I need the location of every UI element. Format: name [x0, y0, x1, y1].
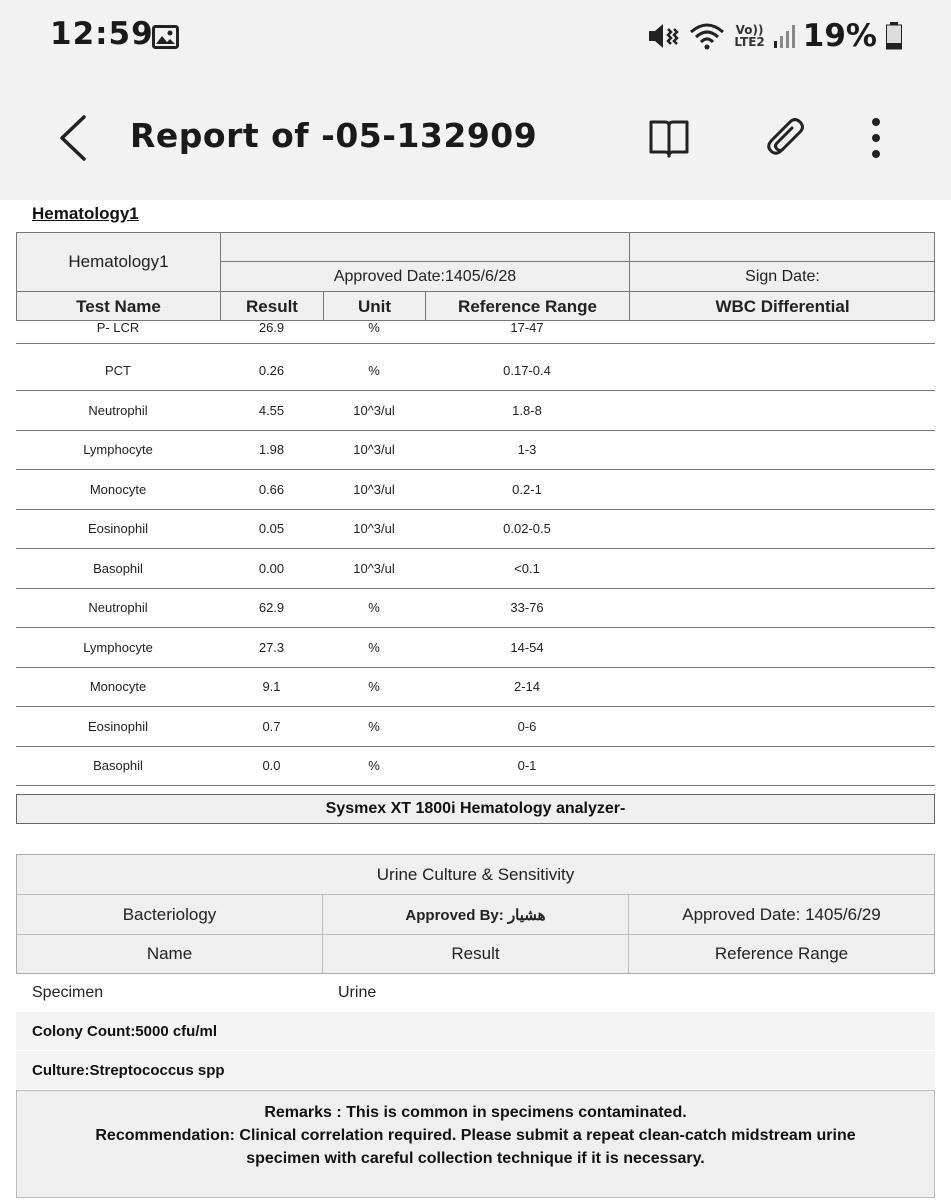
status-icons [646, 16, 903, 56]
row-test-name: P- LCR [96, 319, 140, 335]
page-title: Report of -05-132909 [130, 116, 538, 155]
table-row [16, 312, 935, 344]
row-unit: 10^3/ul [353, 402, 395, 418]
mute-vibrate-icon [646, 21, 680, 51]
col-result: Result [221, 292, 324, 321]
row-test-name: Neutrophil [88, 402, 148, 418]
row-unit: 10^3/ul [353, 442, 395, 458]
row-test-name: Basophil [93, 560, 143, 576]
table-row [16, 589, 935, 629]
attachment-icon[interactable] [762, 114, 810, 162]
specimen-row [16, 976, 935, 1012]
table-row [16, 549, 935, 589]
row-reference-range: 0.2-1 [512, 481, 542, 497]
row-reference-range: 1-3 [517, 442, 537, 458]
row-result: 4.55 [258, 402, 285, 418]
header-blank-cell [221, 233, 630, 262]
row-result: 0.0 [262, 758, 281, 774]
culture-result: Culture:Streptococcus spp [16, 1051, 935, 1089]
battery-percent: 19% [802, 18, 877, 54]
table-row [16, 628, 935, 668]
row-result: 0.7 [262, 718, 281, 734]
table-row [16, 510, 935, 550]
status-bar [0, 0, 951, 76]
status-time: 12:59 [50, 16, 154, 52]
row-unit: % [368, 718, 380, 734]
row-reference-range: 2-14 [513, 679, 541, 695]
row-unit: % [368, 600, 380, 616]
row-reference-range: 0-6 [517, 718, 537, 734]
row-result: 1.98 [258, 442, 285, 458]
row-result: 0.26 [258, 363, 285, 379]
table-row [16, 352, 935, 392]
row-result: 0.05 [258, 521, 285, 537]
urine-title: Urine Culture & Sensitivity [17, 855, 934, 895]
row-test-name: Lymphocyte [83, 442, 153, 458]
remarks-box [16, 1090, 935, 1198]
row-reference-range: 33-76 [510, 600, 544, 616]
colony-count: Colony Count:5000 cfu/ml [16, 1012, 935, 1050]
row-unit: 10^3/ul [353, 560, 395, 576]
lte-indicator: Vo)) LTE2 [734, 23, 765, 49]
row-test-name: Lymphocyte [83, 639, 153, 655]
col-wbc-differential: WBC Differential [715, 296, 850, 316]
row-test-name: Monocyte [89, 481, 147, 497]
row-result: 62.9 [258, 600, 285, 616]
col-test-name: Test Name [17, 292, 221, 321]
table-row [16, 431, 935, 471]
panel-name: Hematology1 [17, 233, 221, 292]
row-result: 27.3 [258, 639, 285, 655]
col-reference-range: Reference Range [426, 292, 630, 321]
col-urine-reference: Reference Range [714, 944, 849, 963]
sign-date: Sign Date: [630, 262, 935, 292]
row-unit: % [368, 639, 380, 655]
row-unit: 10^3/ul [353, 521, 395, 537]
wifi-icon [688, 21, 726, 51]
recommendation-text-2: specimen with careful collection technique if it is necessary. [246, 1150, 705, 1167]
signal-icon [773, 23, 795, 49]
row-result: 9.1 [262, 679, 281, 695]
battery-icon [885, 21, 903, 51]
header-blank-cell [630, 233, 935, 262]
approved-by: Approved By: هشیار [323, 895, 629, 935]
row-result: 0.66 [258, 481, 285, 497]
row-result: 0.00 [258, 560, 285, 576]
back-arrow-icon[interactable] [56, 113, 90, 163]
specimen-label: Specimen [32, 984, 104, 1001]
row-test-name: Neutrophil [88, 600, 148, 616]
table-row [16, 747, 935, 787]
row-reference-range: 0.17-0.4 [503, 363, 551, 379]
row-test-name: Eosinophil [88, 521, 148, 537]
col-urine-result: Result [323, 935, 629, 973]
row-unit: % [368, 679, 380, 695]
more-options-icon[interactable] [852, 114, 900, 162]
row-test-name: Eosinophil [88, 718, 148, 734]
specimen-value: Urine [338, 984, 377, 1001]
department: Bacteriology [17, 895, 323, 935]
row-unit: % [368, 319, 380, 335]
row-reference-range: 0-1 [517, 758, 537, 774]
col-name: Name [17, 935, 323, 973]
hematology-header [16, 232, 935, 321]
row-reference-range: 0.02-0.5 [503, 521, 551, 537]
table-row [16, 707, 935, 747]
report-content[interactable] [0, 200, 951, 1200]
analyzer-note: Sysmex XT 1800i Hematology analyzer- [16, 794, 935, 824]
row-reference-range: 1.8-8 [512, 402, 542, 418]
row-unit: % [368, 363, 380, 379]
table-row [16, 470, 935, 510]
section-title: Hematology1 [32, 204, 139, 223]
row-test-name: Basophil [93, 758, 143, 774]
urine-approved-date: Approved Date: 1405/6/29 [629, 895, 934, 935]
recommendation-text-1: Recommendation: Clinical correlation required. Please submit a repeat clean-catch midstream urine [95, 1127, 856, 1144]
table-row [16, 391, 935, 431]
book-icon[interactable] [645, 114, 693, 162]
row-reference-range: 17-47 [510, 319, 544, 335]
row-test-name: PCT [105, 363, 131, 379]
row-unit: 10^3/ul [353, 481, 395, 497]
row-result: 26.9 [258, 319, 285, 335]
row-reference-range: 14-54 [510, 639, 544, 655]
approved-date: Approved Date:1405/6/28 [221, 262, 630, 292]
urine-culture-header [16, 854, 935, 974]
table-row [16, 668, 935, 708]
row-unit: % [368, 758, 380, 774]
row-test-name: Monocyte [89, 679, 147, 695]
remarks-text: Remarks : This is common in specimens contaminated. [264, 1104, 687, 1121]
gallery-notification-icon [152, 25, 179, 49]
col-unit: Unit [324, 292, 426, 321]
app-bar [0, 76, 951, 200]
row-reference-range: <0.1 [514, 560, 540, 576]
